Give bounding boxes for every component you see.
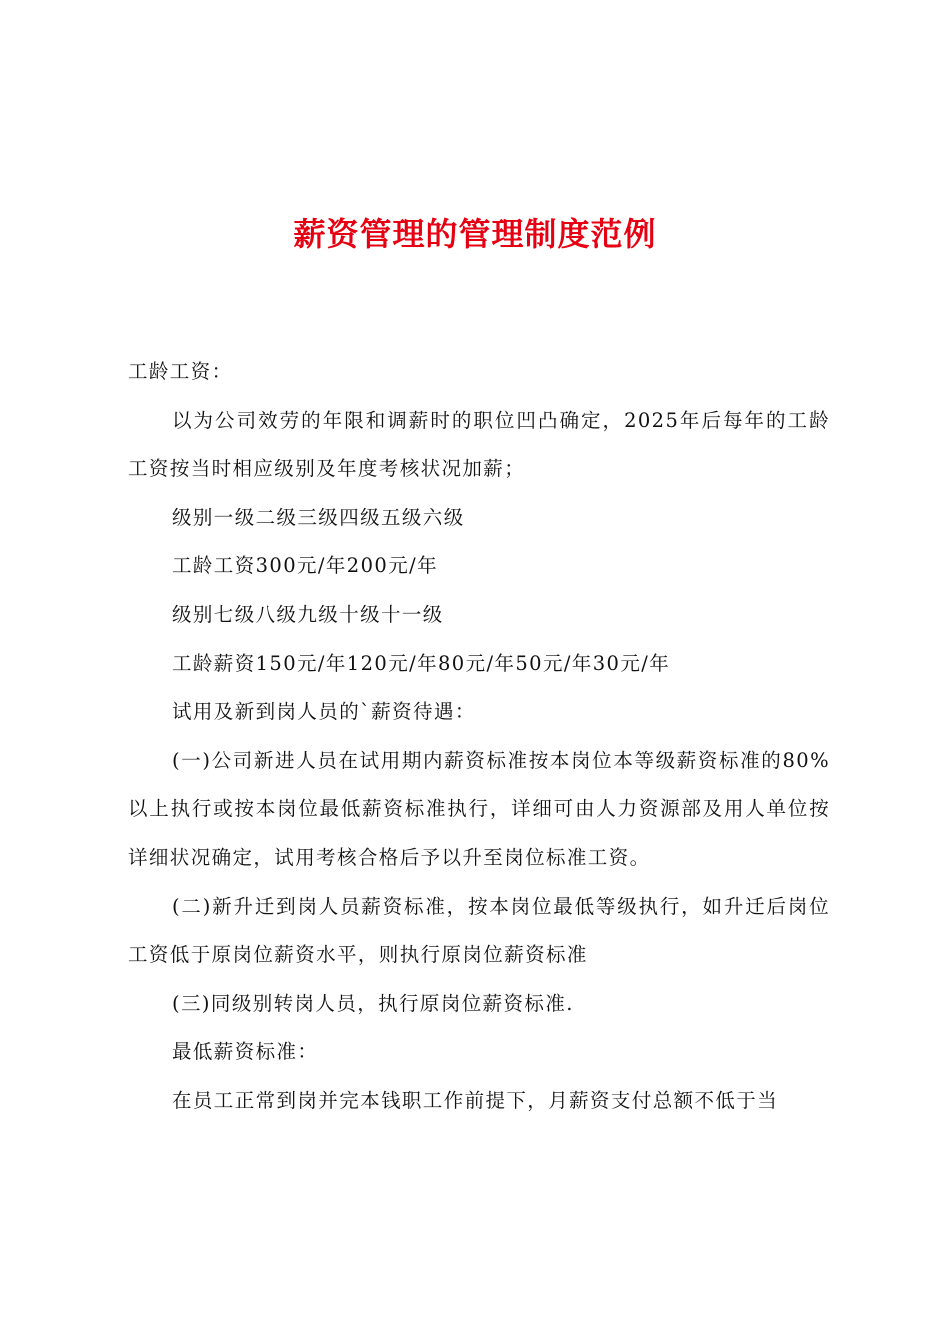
paragraph-levels-7-11: 级别七级八级九级十级十一级 — [172, 602, 444, 626]
document-title: 薪资管理的管理制度范例 — [293, 215, 657, 253]
paragraph-rule-3: (三)同级别转岗人员，执行原岗位薪资标准. — [172, 991, 574, 1015]
paragraph-rule-1: (一)公司新进人员在试用期内薪资标准按本岗位本等级薪资标准的80%以上执行或按本岗位最低薪资标准执行，详细可由人力资源部及用人单位按详细状况确定，试用考核合格后予以升至岗位标准工资。 — [128, 748, 830, 869]
paragraph-seniority-pay-7-11: 工龄薪资150元/年120元/年80元/年50元/年30元/年 — [172, 651, 671, 675]
paragraph-seniority-pay-1-6: 工龄工资300元/年200元/年 — [172, 554, 438, 578]
document-body — [128, 348, 830, 1126]
paragraph-minimum-pay: 在员工正常到岗并完本钱职工作前提下，月薪资支付总额不低于当 — [172, 1088, 779, 1112]
paragraph-seniority-rule: 以为公司效劳的年限和调薪时的职位凹凸确定，2025年后每年的工龄工资按当时相应级别及年度考核状况加薪； — [128, 408, 830, 481]
paragraph-rule-2: (二)新升迁到岗人员薪资标准，按本岗位最低等级执行，如升迁后岗位工资低于原岗位薪资水平，则执行原岗位薪资标准 — [128, 894, 830, 967]
section-heading-seniority-pay: 工龄工资： — [128, 360, 233, 383]
paragraph-levels-1-6: 级别一级二级三级四级五级六级 — [172, 505, 465, 529]
section-heading-minimum-pay: 最低薪资标准： — [172, 1040, 319, 1064]
section-heading-probation-pay: 试用及新到岗人员的`薪资待遇： — [172, 700, 476, 724]
